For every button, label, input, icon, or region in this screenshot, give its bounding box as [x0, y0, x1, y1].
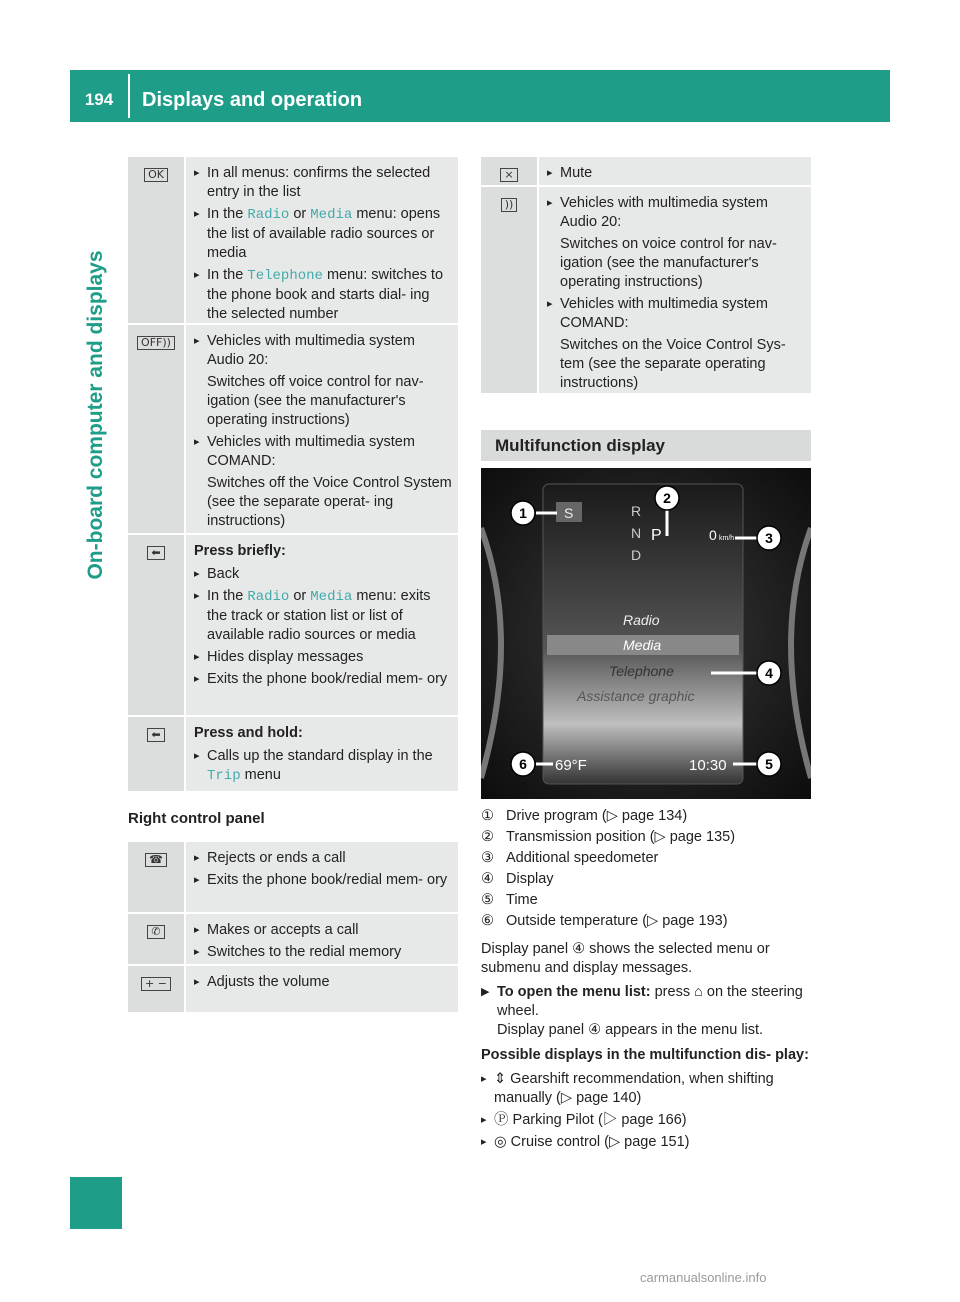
list-item: ▸ Hides display messages	[194, 648, 452, 667]
list-item: ▸ Vehicles with multimedia system Audio 20:	[547, 194, 805, 232]
list-item: ▸ In all menus: confirms the selected entry in the list	[194, 164, 452, 202]
callout-5: 5	[765, 756, 773, 772]
callout-2: 2	[663, 490, 671, 506]
table-row	[128, 914, 458, 966]
page-number: 194	[84, 90, 114, 109]
back-button-icon: ⬅	[147, 546, 164, 560]
ok-button-icon: OK	[144, 168, 168, 182]
table-row	[128, 535, 458, 717]
list-item: ▸ Exits the phone book/redial mem- ory	[194, 871, 452, 890]
gear-p: P	[651, 527, 662, 544]
list-item: ▸ Adjusts the volume	[194, 973, 452, 992]
paragraph: Display panel ④ shows the selected menu or submenu and display messages.	[481, 941, 770, 976]
time-readout: 10:30	[689, 757, 727, 774]
list-item: ▸ In the Radio or Media menu: exits the track or station list or list of available radio sources or media	[194, 587, 452, 645]
table-row	[128, 717, 458, 791]
list-item: ▸ Vehicles with multimedia system COMAND:	[194, 433, 452, 471]
menu-telephone: Telephone	[609, 663, 674, 679]
volume-icon: + −	[141, 977, 171, 991]
table-row	[128, 842, 458, 914]
list-item: ▸ Vehicles with multimedia system COMAND:	[547, 295, 805, 333]
callout-6: 6	[519, 756, 527, 772]
voice-control-off-icon: OFF))	[137, 336, 175, 350]
callout-1: 1	[519, 505, 527, 521]
legend-item: ⑥ Outside temperature (▷ page 193)	[481, 913, 728, 929]
speed-value: 0	[709, 527, 717, 543]
list-item: ▸ Vehicles with multimedia system Audio 20:	[194, 332, 452, 370]
list-item: ▸ Exits the phone book/redial mem- ory	[194, 670, 452, 689]
menu-assistance: Assistance graphic	[577, 688, 695, 704]
list-item: ▸ Ⓟ Parking Pilot (▷ page 166)	[481, 1111, 811, 1130]
callout-3: 3	[765, 530, 773, 546]
side-tab-marker	[70, 1177, 122, 1229]
accept-call-icon: ✆	[147, 925, 164, 939]
table-row	[128, 157, 458, 325]
gear-d: D	[631, 547, 642, 563]
list-item: ▸ Back	[194, 565, 452, 584]
speed-unit: km/h	[719, 535, 735, 542]
list-item: ▸ ⇕ Gearshift recommendation, when shifting manually (▷ page 140)	[481, 1070, 811, 1108]
watermark: carmanualsonline.info	[640, 1270, 767, 1285]
list-item: ▸ Rejects or ends a call	[194, 849, 452, 868]
list-item: ▸ Mute	[547, 164, 805, 183]
list-item: ▸ In the Telephone menu: switches to the phone book and starts dial- ing the selected number	[194, 266, 452, 324]
legend-item: ④ Display	[481, 871, 554, 887]
menu-media: Media	[623, 637, 662, 653]
page-title: Displays and operation	[142, 89, 363, 111]
section-title: Right control panel	[128, 810, 265, 827]
multifunction-heading: Multifunction display	[481, 430, 811, 461]
voice-control-on-icon: ))	[501, 198, 518, 212]
subheading: Possible displays in the multifunction dis- play:	[481, 1047, 809, 1063]
temperature-readout: 69°F	[555, 757, 587, 774]
list-item: ▸ In the Radio or Media menu: opens the list of available radio sources or media	[194, 205, 452, 263]
table-row	[481, 157, 811, 187]
gear-n: N	[631, 525, 642, 541]
table-row	[481, 187, 811, 393]
instrument-cluster-image	[481, 468, 811, 799]
back-button-icon: ⬅	[147, 728, 164, 742]
row-heading: Press briefly:	[194, 543, 286, 559]
description: Switches off the Voice Control System (see the separate operat- ing instructions)	[207, 475, 452, 529]
list-item: ▸ ◎ Cruise control (▷ page 151)	[481, 1133, 811, 1152]
table-row	[128, 966, 458, 1012]
list-item: ▸ Switches to the redial memory	[194, 943, 452, 962]
description: Switches off voice control for nav- igation (see the manufacturer's operating instructions)	[207, 374, 424, 428]
menu-radio: Radio	[623, 612, 660, 628]
description: Switches on voice control for nav- igation (see the manufacturer's operating instructions)	[560, 236, 777, 290]
header-separator	[128, 74, 130, 118]
legend-item: ③ Additional speedometer	[481, 850, 659, 866]
legend-item: ⑤ Time	[481, 892, 538, 908]
list-item: ▸ Calls up the standard display in the Trip menu	[194, 747, 452, 786]
callout-4: 4	[765, 665, 773, 681]
end-call-icon: ☎	[145, 853, 167, 867]
side-tab-label: On-board computer and displays	[84, 250, 107, 580]
list-item: ▸ Makes or accepts a call	[194, 921, 452, 940]
description: Switches on the Voice Control Sys- tem (see the separate operating instructions)	[560, 337, 786, 391]
instruction: ▶ To open the menu list: press ⌂ on the steering wheel. Display panel ④ appears in the menu list.	[481, 983, 811, 1040]
right-control-table	[128, 842, 458, 1012]
left-control-table	[128, 157, 458, 791]
gear-r: R	[631, 503, 642, 519]
drive-program-label: S	[564, 505, 574, 521]
voice-table	[481, 157, 811, 393]
legend	[481, 806, 811, 932]
body-text	[481, 940, 811, 1155]
mute-icon: ×	[500, 168, 517, 182]
table-row	[128, 325, 458, 535]
row-heading: Press and hold:	[194, 725, 303, 741]
legend-item: ① Drive program (▷ page 134)	[481, 808, 688, 824]
legend-item: ② Transmission position (▷ page 135)	[481, 829, 736, 845]
